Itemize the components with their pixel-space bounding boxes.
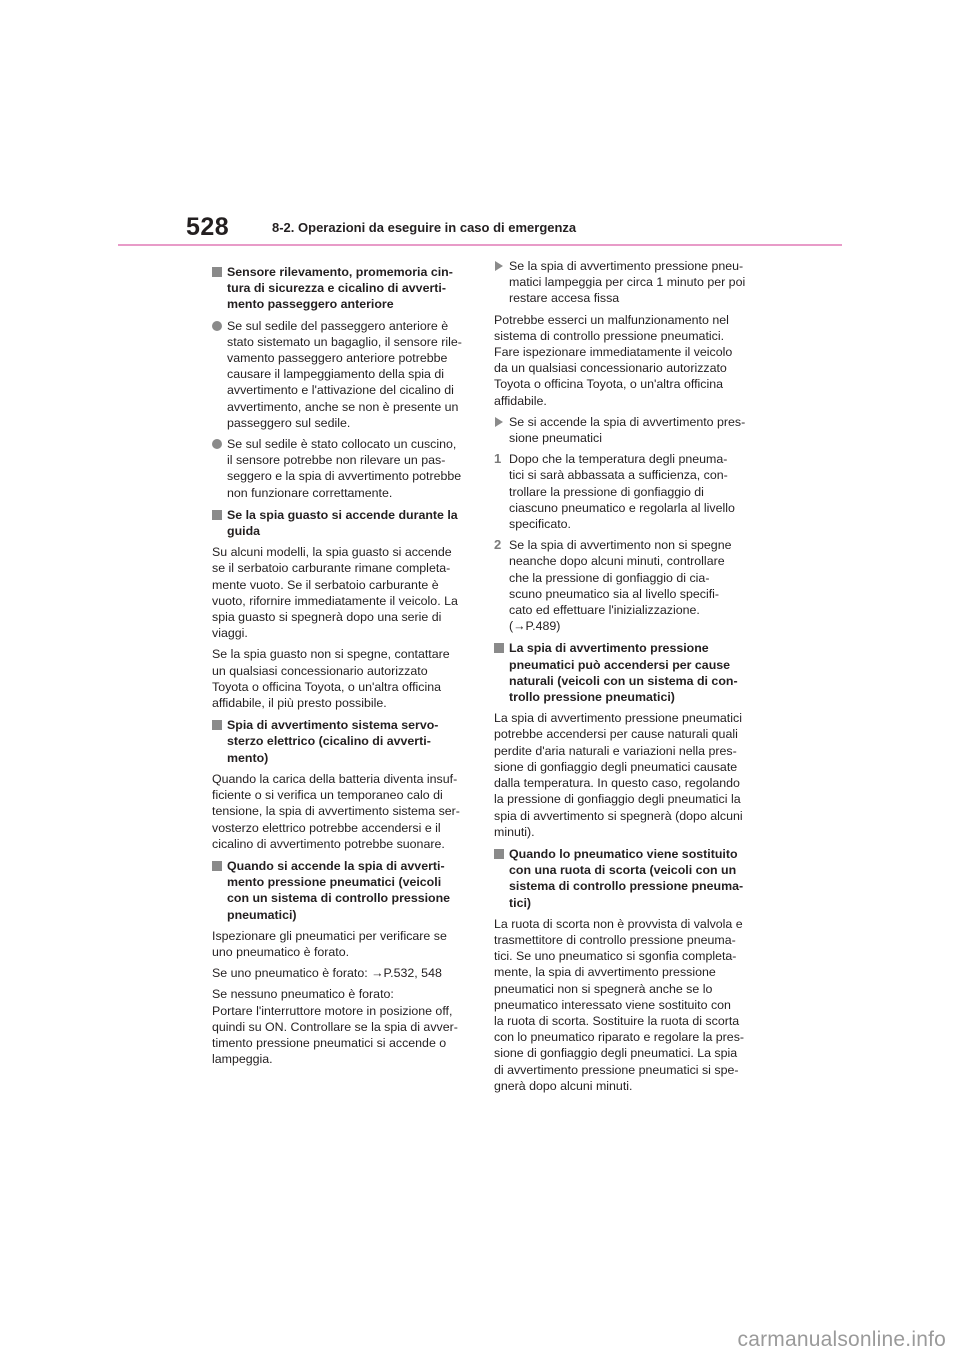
text-line: Ispezionare gli pneumatici per verificare se [212, 928, 447, 943]
text-line: sione pneumatici [509, 431, 602, 446]
text-line: stato sistemato un bagaglio, il sensore rile- [227, 334, 462, 349]
chapter-title: 8-2. Operazioni da eseguire in caso di emergenza [272, 220, 577, 235]
text-line: mento) [227, 750, 269, 765]
text-line: spia guasto si spegnerà dopo una serie di [212, 610, 442, 625]
triangle-bullet-icon [495, 417, 503, 427]
text-line: Se uno pneumatico è forato: →P.532, 548 [212, 966, 442, 981]
text-line: pneumatico interessato viene sostituito con [494, 997, 731, 1012]
text-line: Quando si accende la spia di avverti- [227, 858, 445, 873]
text-line: da un qualsiasi concessionario autorizzato [494, 361, 727, 376]
square-bullet-icon [212, 510, 222, 520]
text-line: matici lampeggia per circa 1 minuto per poi [509, 275, 746, 290]
arrow-block [494, 258, 754, 307]
heading-block [494, 640, 754, 705]
text-line: Toyota o officina Toyota, o un'altra officina [212, 679, 441, 694]
text-line: La spia di avvertimento pressione pneumatici [494, 711, 742, 726]
text-line: mente vuoto. Se il serbatoio carburante è [212, 577, 439, 592]
square-bullet-icon [212, 720, 222, 730]
text-line: di avvertimento pressione pneumatici si spe- [494, 1062, 739, 1077]
text-line: Potrebbe esserci un malfunzionamento nel [494, 312, 729, 327]
heading-block [494, 846, 754, 911]
heading-block [212, 264, 472, 313]
text-line: sistema di controllo pressione pneumatici. [494, 328, 725, 343]
text-line: naturali (veicoli con un sistema di con- [509, 673, 738, 688]
text-line: cato ed effettuare l'inizializzazione. [509, 603, 700, 618]
text-line: tura di sicurezza e cicalino di avverti- [227, 281, 446, 296]
text-line: avvertimento, anche se non è presente un [227, 399, 459, 414]
text-line: pneumatici) [227, 907, 297, 922]
text-line: ciascuno pneumatico e regolarla al livello [509, 500, 735, 515]
para-block [212, 928, 472, 960]
arrow-block [494, 414, 754, 446]
text-line: scuno pneumatico sia al livello specifi- [509, 586, 720, 601]
text-line: tici si sarà abbassata a sufficienza, con- [509, 468, 728, 483]
header-rule [118, 244, 842, 246]
step-number: 2 [494, 537, 502, 553]
text-line: pneumatici può accendersi per cause [509, 657, 731, 672]
text-line: sterzo elettrico (cicalino di avverti- [227, 734, 431, 749]
text-line: vosterzo elettrico potrebbe accendersi e il [212, 820, 441, 835]
para-block [212, 646, 472, 711]
text-line: trollo pressione pneumatici) [509, 690, 675, 705]
text-line: lampeggia. [212, 1052, 273, 1067]
text-line: quindi su ON. Controllare se la spia di avver- [212, 1019, 458, 1034]
text-line: La spia di avvertimento pressione [509, 641, 709, 656]
text-line: timento pressione pneumatici si accende o [212, 1035, 447, 1050]
step-number: 1 [494, 451, 502, 467]
text-line: non funzionare correttamente. [227, 485, 393, 500]
text-line: avvertimento e l'attivazione del cicalino di [227, 383, 454, 398]
text-line: che la pressione di gonfiaggio di cia- [509, 570, 710, 585]
text-line: tici) [509, 895, 532, 910]
text-line: Quando lo pneumatico viene sostituito [509, 846, 738, 861]
text-line: con un sistema di controllo pressione [227, 891, 451, 906]
text-line: Quando la carica della batteria diventa insuf- [212, 771, 458, 786]
text-line: pneumatici non si spegnerà anche se lo [494, 981, 713, 996]
text-line: affidabile, il più presto possibile. [212, 696, 387, 711]
square-bullet-icon [212, 267, 222, 277]
right-column [494, 258, 754, 1099]
text-line: seggero e la spia di avvertimento potrebbe [227, 469, 462, 484]
text-line: Portare l'interruttore motore in posizione off, [212, 1003, 453, 1018]
text-line: minuti). [494, 824, 535, 839]
para-block [494, 916, 754, 1094]
text-line: Se la spia guasto non si spegne, contattare [212, 647, 450, 662]
text-line: Se la spia di avvertimento non si spegne [509, 538, 732, 553]
text-line: sione di gonfiaggio degli pneumatici causate [494, 759, 738, 774]
text-line: potrebbe accendersi per cause naturali quali [494, 727, 738, 742]
para-block [494, 312, 754, 409]
text-line: Toyota o officina Toyota, o un'altra officina [494, 377, 723, 392]
text-line: Se si accende la spia di avvertimento pres- [509, 414, 746, 429]
text-line: trasmettitore di controllo pressione pneuma- [494, 932, 736, 947]
text-line: Spia di avvertimento sistema servo- [227, 718, 439, 733]
text-line: un qualsiasi concessionario autorizzato [212, 663, 428, 678]
text-line: Se sul sedile del passeggero anteriore è [227, 318, 449, 333]
text-line: il sensore potrebbe non rilevare un pas- [227, 453, 446, 468]
text-line: uno pneumatico è forato. [212, 944, 350, 959]
text-line: ficiente o si verifica un temporaneo calo di [212, 788, 443, 803]
text-line: guida [227, 524, 261, 539]
text-line: viaggi. [212, 626, 248, 641]
text-line: la pressione di gonfiaggio degli pneumatici la [494, 792, 741, 807]
text-line: sione di gonfiaggio degli pneumatici. La spia [494, 1046, 738, 1061]
square-bullet-icon [494, 643, 504, 653]
text-line: Se la spia di avvertimento pressione pneu- [509, 259, 744, 273]
bullet-block [212, 436, 472, 501]
text-line: mento pressione pneumatici (veicoli [227, 875, 442, 890]
heading-block [212, 507, 472, 539]
step-block [494, 537, 754, 634]
text-line: Se sul sedile è stato collocato un cuscino, [227, 437, 457, 452]
para-block [212, 965, 472, 981]
square-bullet-icon [212, 861, 222, 871]
text-line: cicalino di avvertimento potrebbe suonare. [212, 836, 445, 851]
text-line: tensione, la spia di avvertimento sistema ser- [212, 804, 460, 819]
text-line: se il serbatoio carburante rimane completa- [212, 561, 451, 576]
text-line: vamento passeggero anteriore potrebbe [227, 351, 448, 366]
left-column [212, 258, 472, 1072]
text-line: vuoto, rifornire immediatamente il veicolo. La [212, 593, 458, 608]
text-line: (→P.489) [509, 619, 561, 634]
bullet-block [212, 318, 472, 431]
heading-block [212, 858, 472, 923]
triangle-bullet-icon [495, 261, 503, 271]
watermark: carmanualsonline.info [737, 1328, 946, 1351]
text-line: perdite d'aria naturali e variazioni nella pres- [494, 743, 737, 758]
circle-bullet-icon [212, 439, 222, 449]
text-line: Sensore rilevamento, promemoria cin- [227, 265, 453, 279]
text-line: mente, la spia di avvertimento pressione [494, 965, 716, 980]
text-line: con lo pneumatico riparato e regolare la pres- [494, 1030, 745, 1045]
text-line: trollare la pressione di gonfiaggio di [509, 484, 704, 499]
text-line: La ruota di scorta non è provvista di valvola e [494, 916, 743, 931]
text-line: causare il lampeggiamento della spia di [227, 367, 444, 382]
text-line: Fare ispezionare immediatamente il veicolo [494, 345, 733, 360]
text-line: gnerà dopo alcuni minuti. [494, 1078, 633, 1093]
text-line: Se la spia guasto si accende durante la [227, 507, 458, 522]
circle-bullet-icon [212, 321, 222, 331]
text-line: sistema di controllo pressione pneuma- [509, 879, 744, 894]
square-bullet-icon [494, 849, 504, 859]
text-line: specificato. [509, 517, 571, 532]
step-block [494, 451, 754, 532]
text-line: passeggero sul sedile. [227, 415, 351, 430]
heading-block [212, 717, 472, 766]
para-block [212, 544, 472, 641]
text-line: dalla temperatura. In questo caso, regolando [494, 776, 740, 791]
text-line: Dopo che la temperatura degli pneuma- [509, 452, 728, 467]
text-line: Su alcuni modelli, la spia guasto si accende [212, 545, 452, 560]
para-block [212, 986, 472, 1067]
text-line: affidabile. [494, 393, 547, 408]
text-line: spia di avvertimento si spegnerà (dopo alcuni [494, 808, 743, 823]
text-line: tici. Se uno pneumatico si sgonfia completa- [494, 949, 737, 964]
text-line: con una ruota di scorta (veicoli con un [509, 863, 737, 878]
para-block [494, 710, 754, 840]
text-line: la ruota di scorta. Sostituire la ruota di scorta [494, 1013, 740, 1028]
text-line: Se nessuno pneumatico è forato: [212, 987, 394, 1002]
text-line: mento passeggero anteriore [227, 297, 394, 312]
text-line: restare accesa fissa [509, 291, 620, 306]
text-line: neanche dopo alcuni minuti, controllare [509, 554, 725, 569]
page-number: 528 [186, 213, 230, 241]
para-block [212, 771, 472, 852]
